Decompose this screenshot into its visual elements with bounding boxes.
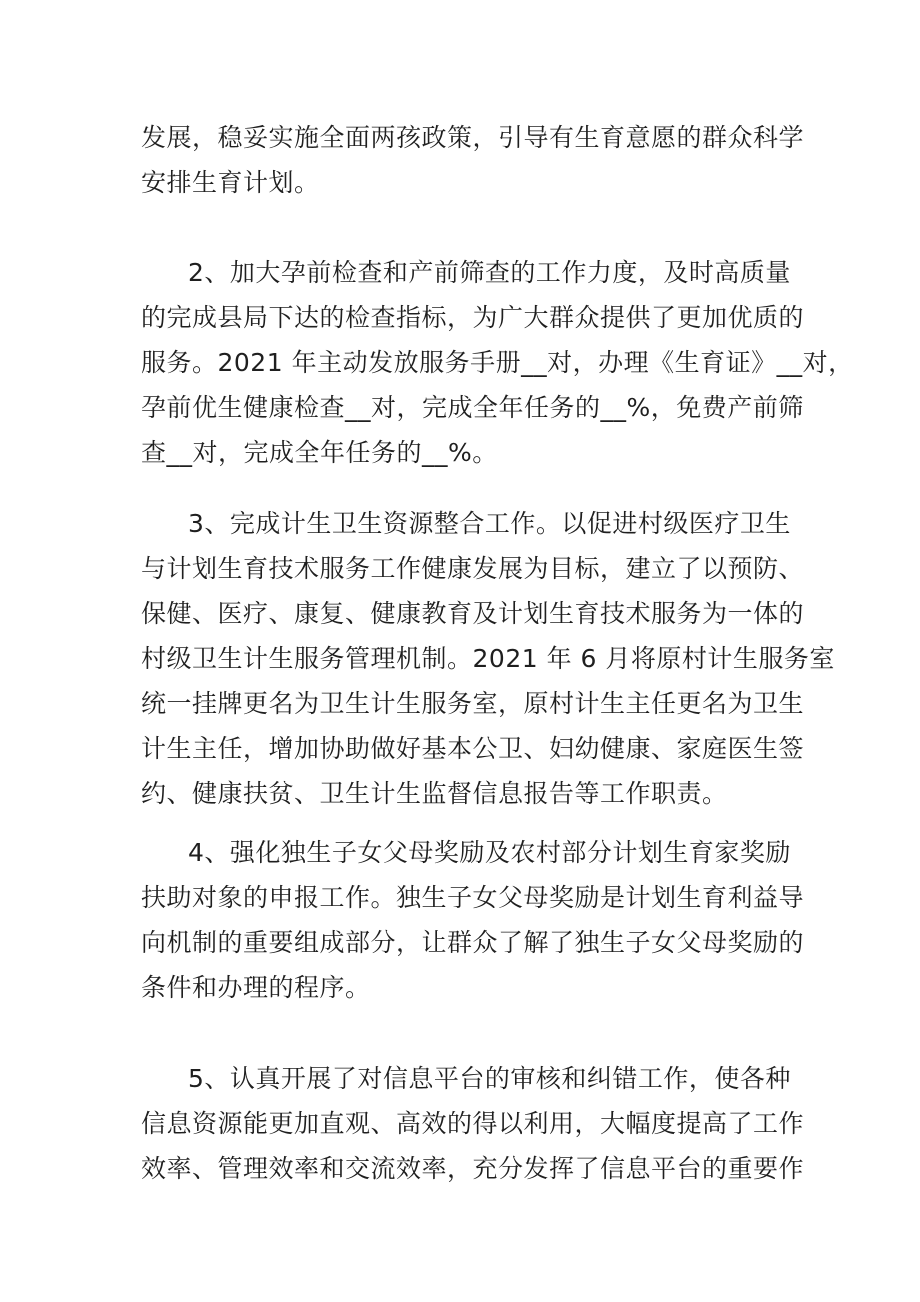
paragraph-5-first-line: 5、认真开展了对信息平台的审核和纠错工作，使各种 [188,1064,791,1093]
text-line: 发展，稳妥实施全面两孩政策，引导有生育意愿的群众科学 [141,123,805,152]
text-line: 效率、管理效率和交流效率，充分发挥了信息平台的重要作 [141,1154,805,1183]
text-line: 向机制的重要组成部分，让群众了解了独生子女父母奖励的 [141,928,805,957]
text-line: 孕前优生健康检查__对，完成全年任务的__%，免费产前筛 [141,393,804,422]
text-line: 的完成县局下达的检查指标，为广大群众提供了更加优质的 [141,303,805,332]
paragraph-4-first-line: 4、强化独生子女父母奖励及农村部分计划生育家奖励 [188,838,791,867]
text-line: 计生主任，增加协助做好基本公卫、妇幼健康、家庭医生签 [141,734,805,763]
text-line: 扶助对象的申报工作。独生子女父母奖励是计划生育利益导 [141,883,805,912]
text-line: 约、健康扶贫、卫生计生监督信息报告等工作职责。 [141,779,728,808]
text-line: 条件和办理的程序。 [141,973,371,1002]
text-line: 信息资源能更加直观、高效的得以利用，大幅度提高了工作 [141,1109,805,1138]
text-line: 服务。2021 年主动发放服务手册__对，办理《生育证》__对， [141,348,854,377]
text-line: 与计划生育技术服务工作健康发展为目标，建立了以预防、 [141,554,805,583]
text-line: 保健、医疗、康复、健康教育及计划生育技术服务为一体的 [141,599,805,628]
text-line: 查__对，完成全年任务的__%。 [141,438,498,467]
paragraph-2-first-line: 2、加大孕前检查和产前筛查的工作力度，及时高质量 [188,258,791,287]
text-line: 安排生育计划。 [141,168,320,197]
text-line: 统一挂牌更名为卫生计生服务室，原村计生主任更名为卫生 [141,689,805,718]
paragraph-3-first-line: 3、完成计生卫生资源整合工作。以促进村级医疗卫生 [188,509,791,538]
text-line: 村级卫生计生服务管理机制。2021 年 6 月将原村计生服务室 [141,644,835,673]
